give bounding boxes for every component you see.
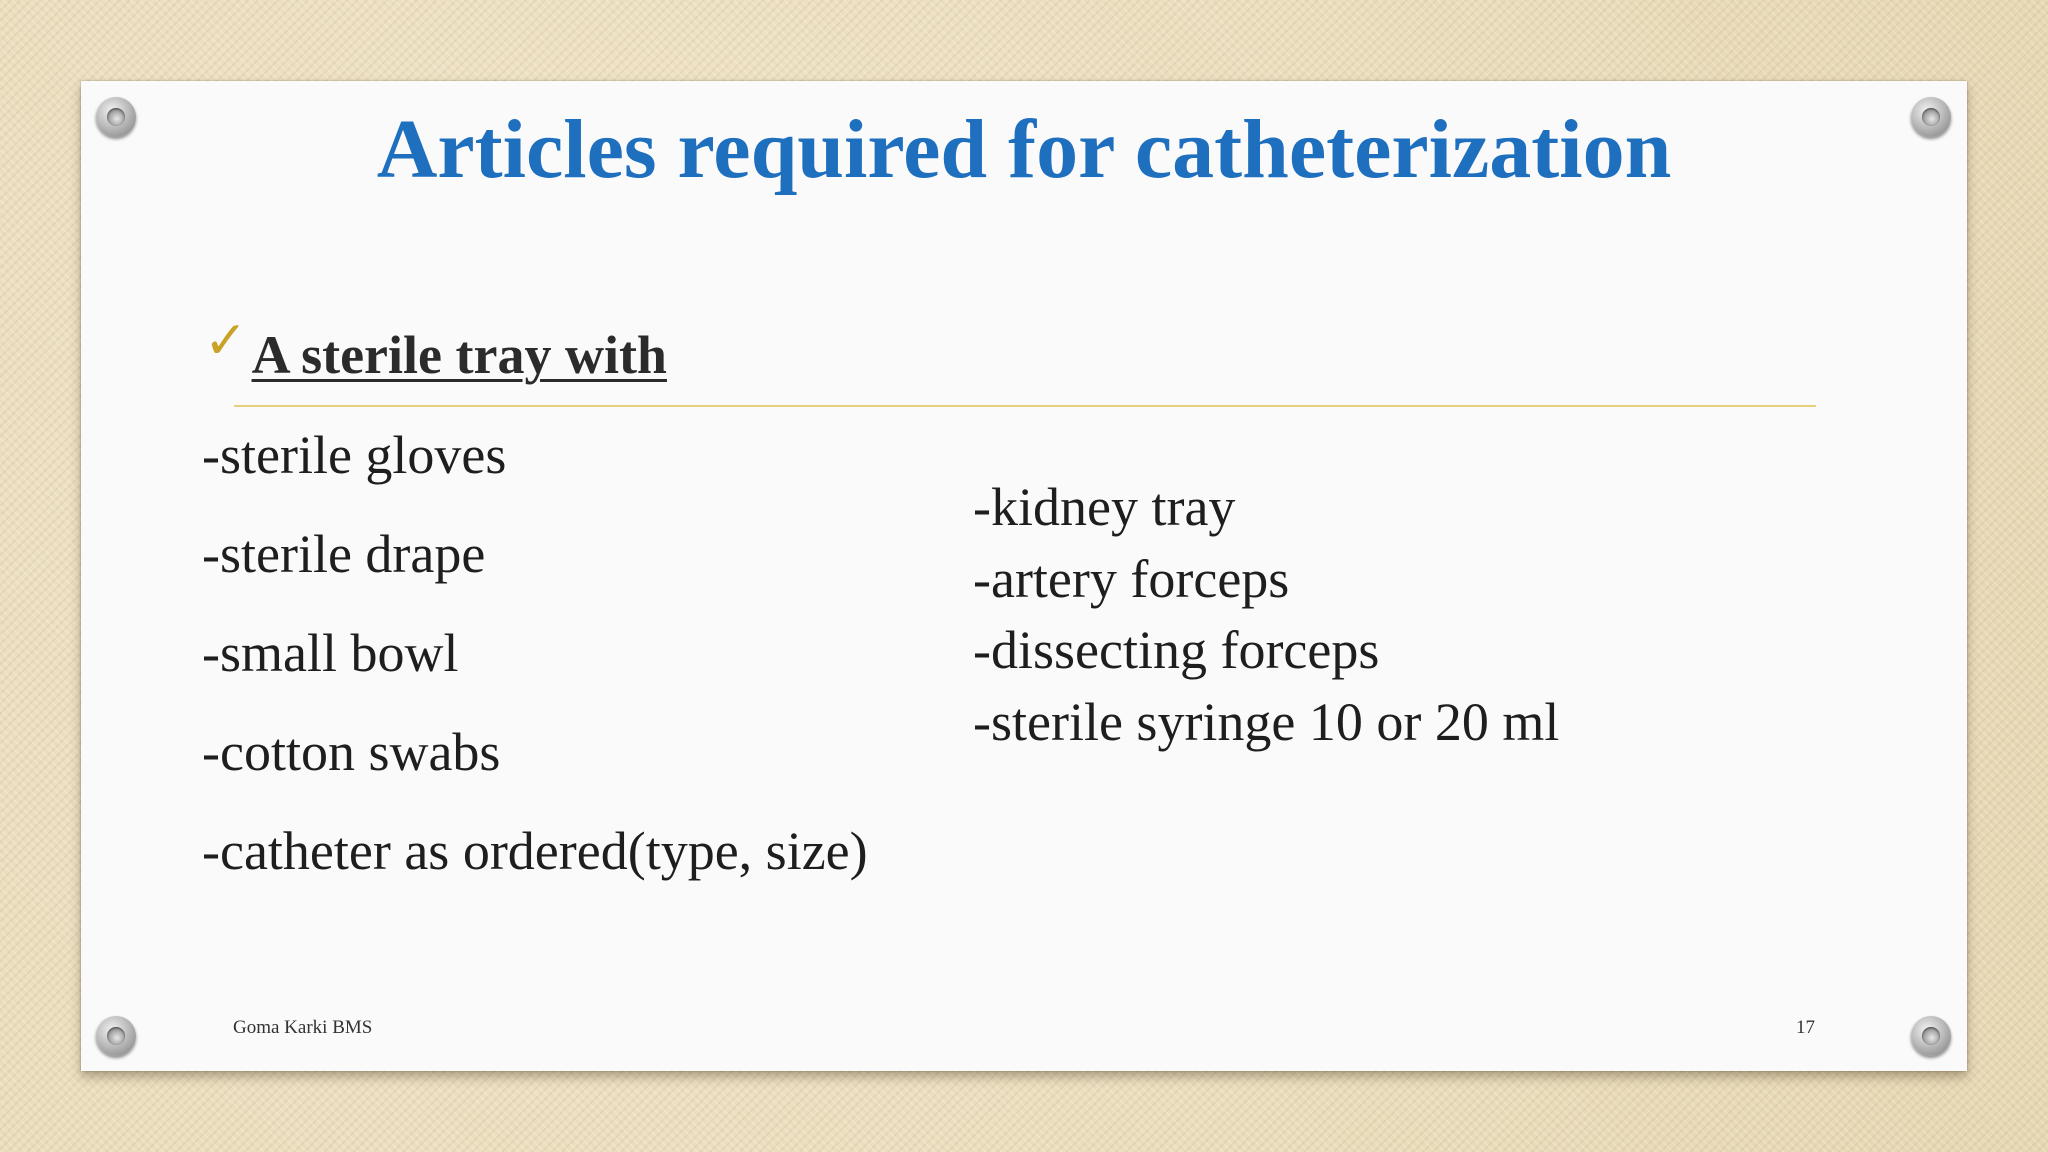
right-list-item: -dissecting forceps bbox=[973, 620, 1380, 680]
right-list-item: -kidney tray bbox=[973, 477, 1236, 537]
divider-line bbox=[234, 405, 1816, 407]
subheading-text: A sterile tray with bbox=[251, 325, 667, 385]
pushpin-icon bbox=[1911, 1016, 1951, 1056]
page-number: 17 bbox=[1796, 1017, 1815, 1038]
slide-title: Articles required for catheterization bbox=[376, 103, 1672, 196]
subheading bbox=[204, 313, 667, 385]
footer-author: Goma Karki BMS bbox=[233, 1017, 373, 1038]
pushpin-icon bbox=[96, 1016, 136, 1056]
left-list-item: -cotton swabs bbox=[202, 722, 501, 782]
left-list-item: -sterile drape bbox=[202, 524, 486, 584]
right-list-item: -artery forceps bbox=[973, 549, 1290, 609]
left-list-item: -small bowl bbox=[202, 623, 459, 683]
left-list-item: -sterile gloves bbox=[202, 425, 507, 485]
check-icon: ✓ bbox=[204, 313, 248, 370]
left-list-item: -catheter as ordered(type, size) bbox=[202, 821, 868, 881]
right-list-item: -sterile syringe 10 or 20 ml bbox=[973, 692, 1560, 752]
